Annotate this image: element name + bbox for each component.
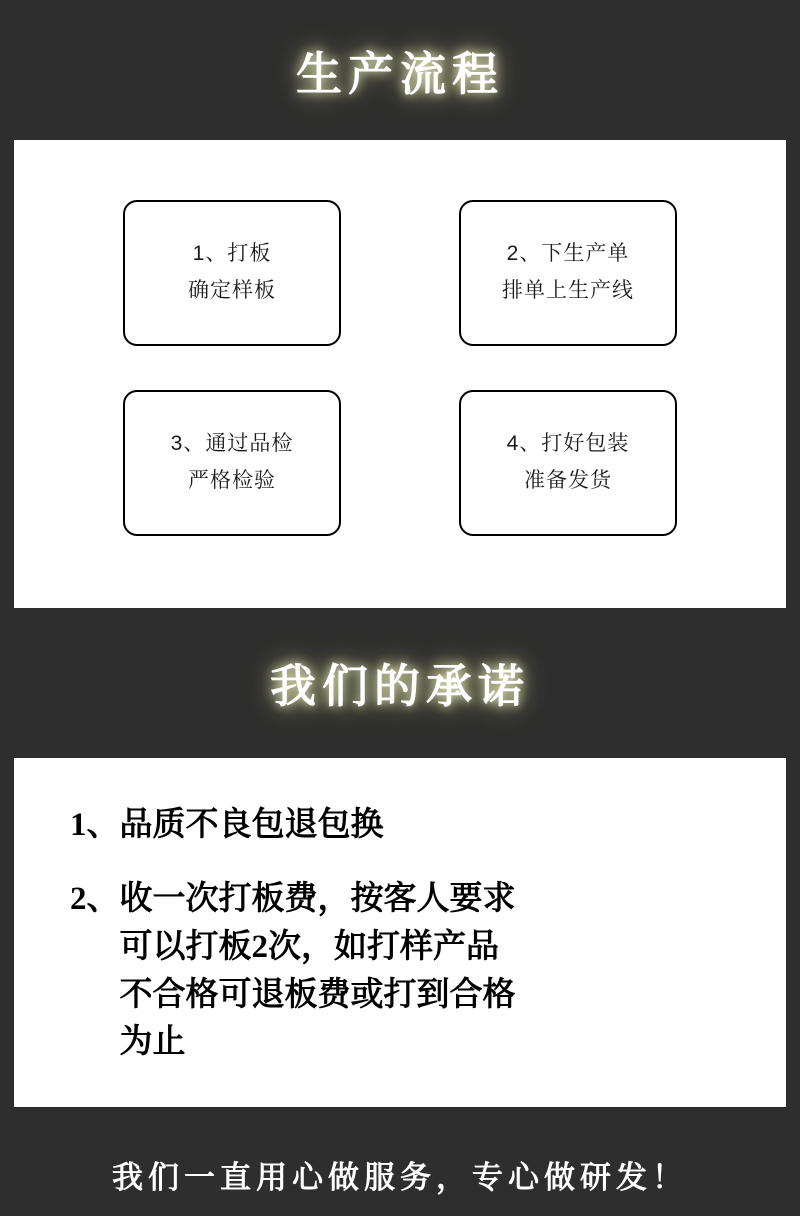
section-header-promise xyxy=(0,608,800,758)
footer-slogan-bar xyxy=(0,1132,800,1216)
promise-item-1-text xyxy=(120,802,384,850)
promise-item-2-text xyxy=(120,876,516,1067)
flow-step-2 xyxy=(459,200,677,346)
flow-step-1-line-1: 1、打板 xyxy=(192,242,272,266)
promise-item-2 xyxy=(14,876,786,1067)
footer-slogan-text: 我们一直用心做服务，专心做研发！ xyxy=(112,1159,688,1195)
flow-step-2-line-1: 2、下生产单 xyxy=(506,242,630,266)
promise-item-2-line-3: 不合格可退板费或打到合格 xyxy=(119,976,516,1013)
promise-item-2-line-4: 为止 xyxy=(119,1024,186,1061)
promise-item-1-number: 1、 xyxy=(70,807,120,843)
flow-step-4 xyxy=(459,390,677,536)
section-header-production-flow xyxy=(0,0,800,140)
promise-item-2-line-1: 收一次打板费，按客人要求 xyxy=(119,880,516,917)
promise-item-2-number: 2、 xyxy=(70,880,120,917)
flow-step-3-line-1: 3、通过品检 xyxy=(170,432,294,456)
promise-panel xyxy=(14,758,786,1107)
page-title-production-flow: 生产流程 xyxy=(296,48,504,100)
flow-step-2-line-2: 排单上生产线 xyxy=(502,279,634,302)
flow-step-4-line-1: 4、打好包装 xyxy=(506,432,630,456)
flow-step-1 xyxy=(123,200,341,346)
promise-item-1 xyxy=(14,802,786,850)
flow-step-4-line-2: 准备发货 xyxy=(524,469,612,492)
flow-step-1-line-2: 确定样板 xyxy=(188,279,276,302)
flow-step-3 xyxy=(123,390,341,536)
production-flow-panel xyxy=(14,140,786,608)
promise-item-1-line-1: 品质不良包退包换 xyxy=(119,807,384,843)
page-title-promise: 我们的承诺 xyxy=(270,660,530,712)
promise-item-2-line-2: 可以打板2次，如打样产品 xyxy=(119,928,499,965)
flow-step-3-line-2: 严格检验 xyxy=(188,469,276,492)
flow-steps-grid xyxy=(14,200,786,536)
